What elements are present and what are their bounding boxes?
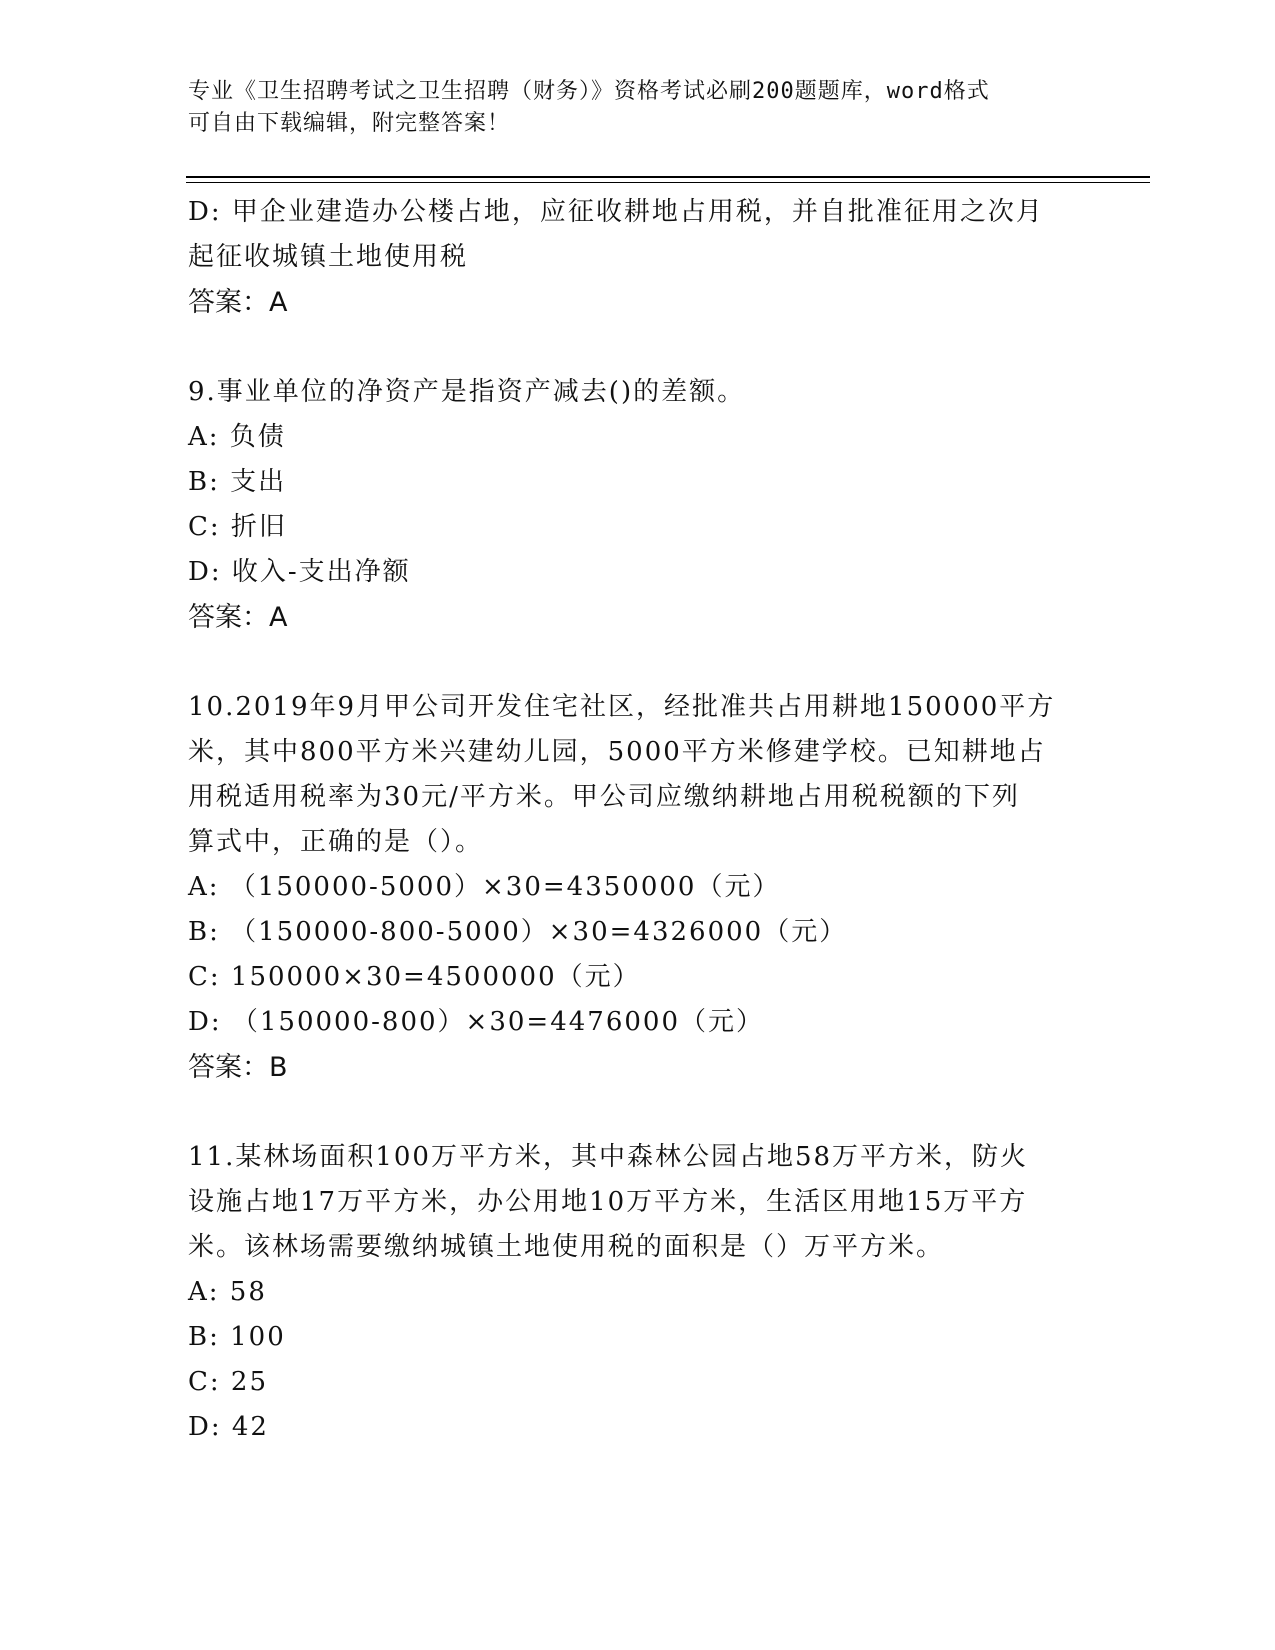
question-stem-line-1: 10.2019年9月甲公司开发住宅社区，经批准共占用耕地150000平方 — [188, 692, 1056, 722]
previous-question-tail — [188, 190, 1088, 325]
header-rule-thin — [186, 182, 1150, 183]
answer: 答案：A — [188, 602, 288, 633]
question-stem-line-3: 米。该林场需要缴纳城镇土地使用税的面积是（）万平方米。 — [188, 1232, 945, 1262]
header-rule-thick — [186, 176, 1150, 178]
question-11 — [188, 1135, 1088, 1450]
option-b: B: 支出 — [188, 467, 287, 497]
option-b: B: （150000-800-5000）×30=4326000（元） — [188, 917, 848, 947]
option-c: C: 150000×30=4500000（元） — [188, 962, 641, 992]
option-c: C: 25 — [188, 1367, 269, 1397]
question-stem-line-4: 算式中，正确的是（）。 — [188, 827, 484, 857]
option-d: D: 42 — [188, 1412, 269, 1442]
option-a: A: 58 — [188, 1277, 267, 1307]
question-stem-line-1: 11.某林场面积100万平方米，其中森林公园占地58万平方米，防火 — [188, 1142, 1029, 1172]
question-stem-line-3: 用税适用税率为30元/平方米。甲公司应缴纳耕地占用税税额的下列 — [188, 782, 1020, 812]
question-10 — [188, 685, 1088, 1090]
option-a: A: 负债 — [188, 422, 286, 452]
option-c: C: 折旧 — [188, 512, 287, 542]
answer: 答案：A — [188, 287, 288, 318]
option-b: B: 100 — [188, 1322, 286, 1352]
option-d-continued: 起征收城镇土地使用税 — [188, 242, 469, 272]
question-stem-line-2: 米，其中800平方米兴建幼儿园，5000平方米修建学校。已知耕地占 — [188, 737, 1046, 767]
header-line-2: 可自由下载编辑，附完整答案！ — [188, 111, 511, 136]
option-d: D: 甲企业建造办公楼占地，应征收耕地占用税，并自批准征用之次月 — [188, 197, 1044, 227]
option-d: D: 收入-支出净额 — [188, 557, 411, 587]
answer: 答案：B — [188, 1052, 288, 1083]
question-9 — [188, 370, 1088, 640]
question-stem: 9.事业单位的净资产是指资产减去()的差额。 — [188, 377, 746, 407]
option-d: D: （150000-800）×30=4476000（元） — [188, 1007, 764, 1037]
header-line-1: 专业《卫生招聘考试之卫生招聘（财务）》资格考试必刷200题题库，word格式 — [188, 79, 990, 104]
page-header — [188, 76, 1068, 140]
question-content — [188, 190, 1088, 1450]
option-a: A: （150000-5000）×30=4350000（元） — [188, 872, 781, 902]
question-stem-line-2: 设施占地17万平方米，办公用地10万平方米，生活区用地15万平方 — [188, 1187, 1028, 1217]
